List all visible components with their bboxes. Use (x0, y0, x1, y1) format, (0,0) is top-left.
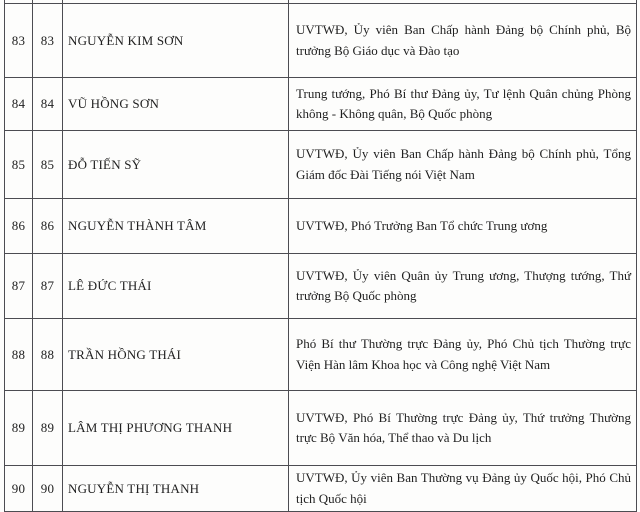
position-cell (289, 4, 637, 78)
name-cell: LÊ ĐỨC THÁI (63, 254, 289, 319)
row-number-cell: 89 (33, 391, 63, 466)
position-text: UVTWĐ, Ủy viên Ban Chấp hành Đảng bộ Chính phủ, Tổng Giám đốc Đài Tiếng nói Việt Nam (296, 146, 631, 182)
delegates-table (4, 0, 637, 512)
name-cell: LÂM THỊ PHƯƠNG THANH (63, 391, 289, 466)
row-number-cell: 88 (4, 319, 33, 391)
row-number-cell: 89 (4, 391, 33, 466)
position-text: UVTWĐ, Ủy viên Quân ủy Trung ương, Thượng tướng, Thứ trưởng Bộ Quốc phòng (296, 267, 631, 303)
row-number-cell: 84 (33, 78, 63, 131)
position-cell (289, 199, 637, 254)
row-number-cell: 85 (33, 131, 63, 199)
row-number-cell: 87 (33, 254, 63, 319)
name-cell: NGUYỄN THÀNH TÂM (63, 199, 289, 254)
row-number-cell: 86 (4, 199, 33, 254)
position-text: UVTWĐ, Ủy viên Ban Thường vụ Đảng ủy Quốc hội, Phó Chủ tịch Quốc hội (296, 470, 631, 506)
name-cell: NGUYỄN KIM SƠN (63, 4, 289, 78)
row-number-cell: 86 (33, 199, 63, 254)
position-cell (289, 131, 637, 199)
name-cell: NGUYỄN THỊ THANH (63, 466, 289, 512)
position-text: Trung tướng, Phó Bí thư Đảng ủy, Tư lệnh Quân chủng Phòng không - Không quân, Bộ Quốc phòng (296, 85, 631, 121)
row-number-cell: 90 (4, 466, 33, 512)
row-number-cell: 83 (33, 4, 63, 78)
row-number-cell: 84 (4, 78, 33, 131)
position-cell (289, 319, 637, 391)
name-cell: TRẦN HỒNG THÁI (63, 319, 289, 391)
row-number-cell: 85 (4, 131, 33, 199)
position-cell (289, 466, 637, 512)
position-cell (289, 78, 637, 131)
position-text: UVTWĐ, Ủy viên Ban Chấp hành Đảng bộ Chính phủ, Bộ trưởng Bộ Giáo dục và Đào tạo (296, 22, 631, 58)
name-cell: VŨ HỒNG SƠN (63, 78, 289, 131)
row-number-cell: 87 (4, 254, 33, 319)
row-number-cell: 83 (4, 4, 33, 78)
position-text: UVTWĐ, Phó Trưởng Ban Tổ chức Trung ương (296, 217, 548, 233)
row-number-cell: 88 (33, 319, 63, 391)
row-number-cell: 90 (33, 466, 63, 512)
position-cell (289, 391, 637, 466)
position-text: Phó Bí thư Thường trực Đảng ủy, Phó Chủ tịch Thường trực Viện Hàn lâm Khoa học và Công nghệ Việt Nam (296, 336, 631, 372)
position-cell (289, 254, 637, 319)
name-cell: ĐỖ TIẾN SỸ (63, 131, 289, 199)
position-text: UVTWĐ, Phó Bí Thường trực Đảng ủy, Thứ trưởng Thường trực Bộ Văn hóa, Thể thao và Du lịch (296, 409, 631, 445)
